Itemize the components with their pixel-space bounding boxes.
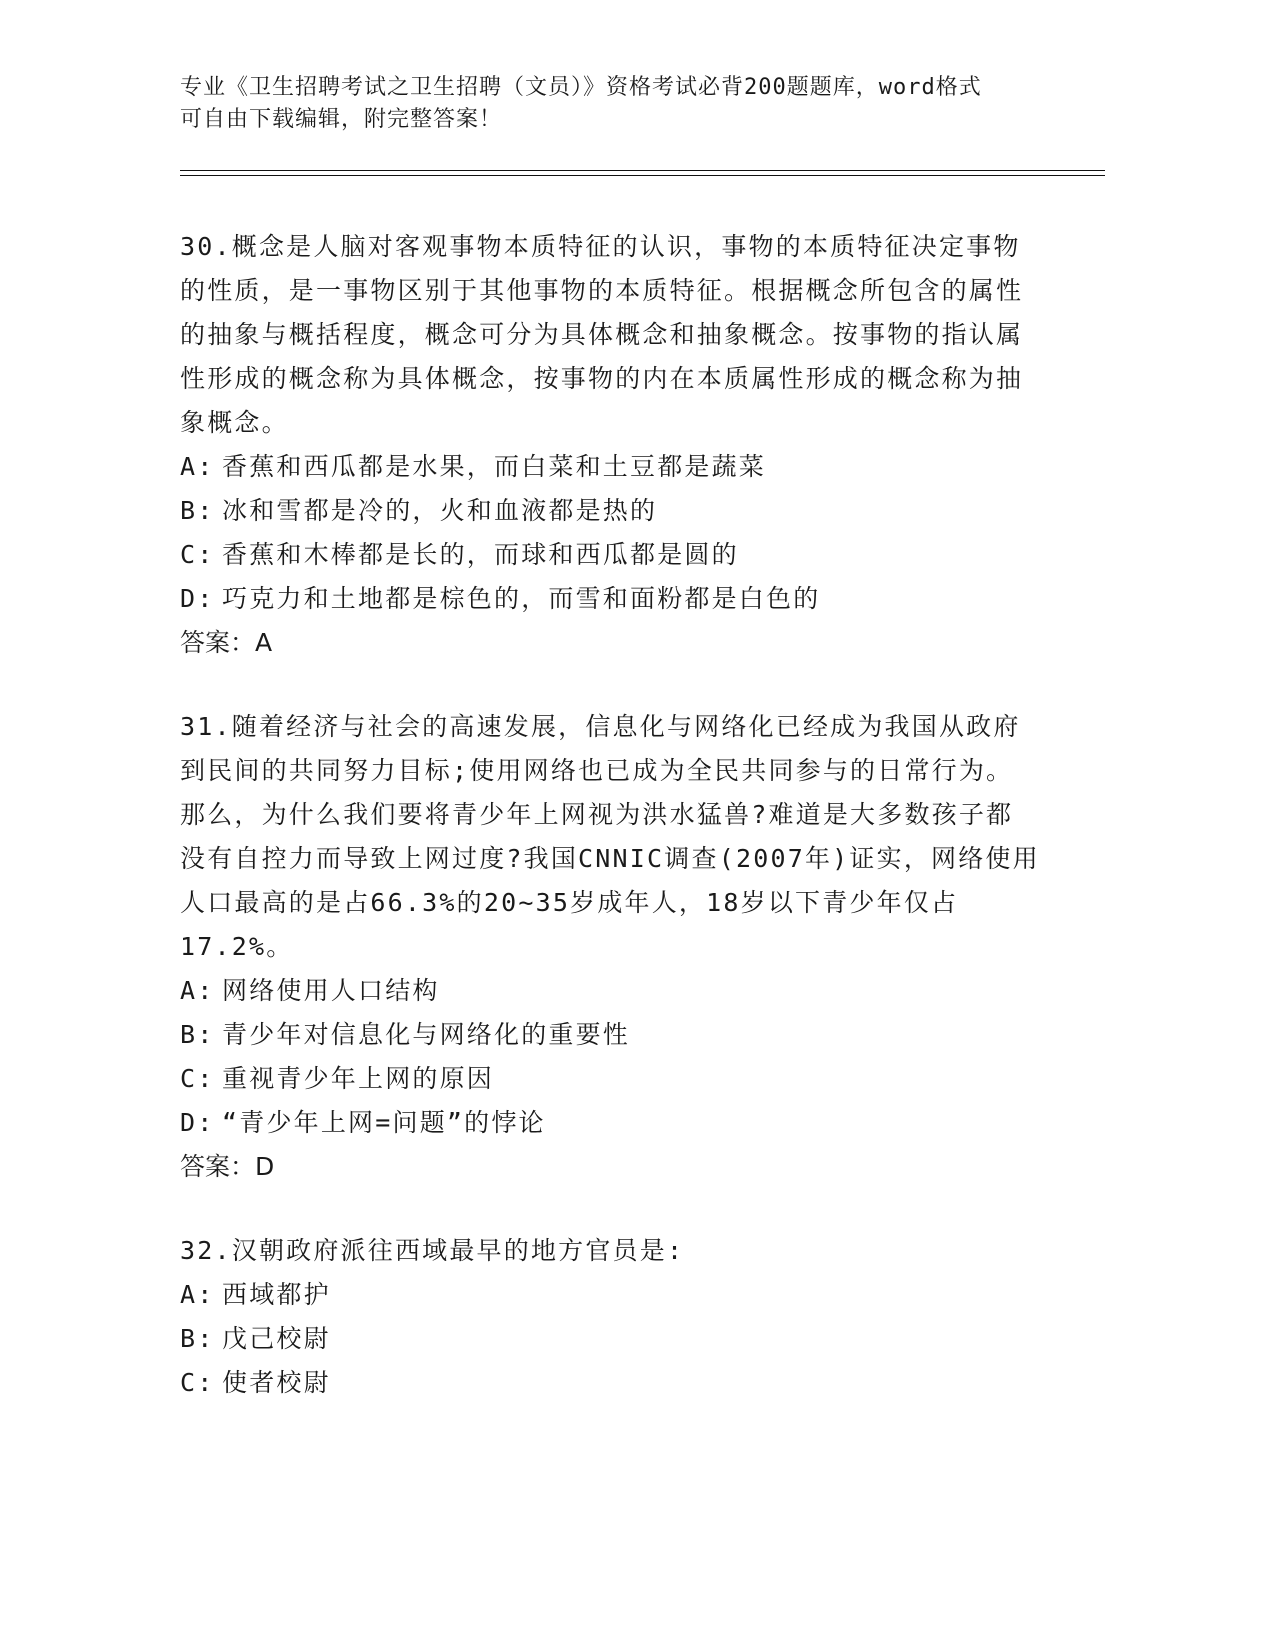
question-31 <box>180 705 1040 1189</box>
header-divider-top <box>180 170 1105 171</box>
option-c <box>180 533 1040 577</box>
option-letter: D: <box>180 584 215 613</box>
answer-label: 答案：A <box>180 628 273 657</box>
question-30 <box>180 225 1040 665</box>
option-text: 网络使用人口结构 <box>222 976 440 1005</box>
option-text: 巧克力和土地都是棕色的，而雪和面粉都是白色的 <box>222 584 821 613</box>
option-c <box>180 1057 1040 1101</box>
option-text: “青少年上网=问题”的悖论 <box>222 1108 546 1137</box>
option-letter: B: <box>180 1020 215 1049</box>
option-text: 香蕉和西瓜都是水果，而白菜和土豆都是蔬菜 <box>222 452 767 481</box>
option-b <box>180 1317 1040 1361</box>
question-stem: 31.随着经济与社会的高速发展，信息化与网络化已经成为我国从政府到民间的共同努力目标;使用网络也已成为全民共同参与的日常行为。那么，为什么我们要将青少年上网视为洪水猛兽?难道是大多数孩子都没有自控力而导致上网过度?我国CNNIC调查(2007年)证实，网络使用人口最高的是占66.3%的20~35岁成年人，18岁以下青少年仅占17.2%。 <box>180 712 1040 961</box>
answer-label: 答案：D <box>180 1152 275 1181</box>
option-letter: D: <box>180 1108 215 1137</box>
document-header <box>180 72 1080 136</box>
option-text: 西域都护 <box>222 1280 331 1309</box>
option-b <box>180 1013 1040 1057</box>
option-text: 使者校尉 <box>222 1368 331 1397</box>
header-title-line1: 专业《卫生招聘考试之卫生招聘（文员）》资格考试必背200题题库，word格式 <box>180 75 982 100</box>
option-letter: C: <box>180 1064 215 1093</box>
option-text: 香蕉和木棒都是长的，而球和西瓜都是圆的 <box>222 540 739 569</box>
option-letter: B: <box>180 496 215 525</box>
option-text: 青少年对信息化与网络化的重要性 <box>222 1020 631 1049</box>
option-a <box>180 1273 1040 1317</box>
option-d <box>180 577 1040 621</box>
option-letter: A: <box>180 1280 215 1309</box>
header-title-line2: 可自由下载编辑，附完整答案！ <box>180 107 503 132</box>
option-d <box>180 1101 1040 1145</box>
header-divider-bottom <box>180 175 1105 176</box>
option-c <box>180 1361 1040 1405</box>
option-letter: A: <box>180 976 215 1005</box>
option-a <box>180 445 1040 489</box>
option-a <box>180 969 1040 1013</box>
option-text: 重视青少年上网的原因 <box>222 1064 495 1093</box>
option-letter: C: <box>180 540 215 569</box>
option-text: 戊己校尉 <box>222 1324 331 1353</box>
option-b <box>180 489 1040 533</box>
option-letter: C: <box>180 1368 215 1397</box>
question-stem: 30.概念是人脑对客观事物本质特征的认识，事物的本质特征决定事物的性质，是一事物区别于其他事物的本质特征。根据概念所包含的属性的抽象与概括程度，概念可分为具体概念和抽象概念。按事物的指认属性形成的概念称为具体概念，按事物的内在本质属性形成的概念称为抽象概念。 <box>180 232 1024 437</box>
option-text: 冰和雪都是冷的，火和血液都是热的 <box>222 496 658 525</box>
question-stem: 32.汉朝政府派往西域最早的地方官员是: <box>180 1236 685 1265</box>
question-32 <box>180 1229 1040 1405</box>
option-letter: A: <box>180 452 215 481</box>
option-letter: B: <box>180 1324 215 1353</box>
question-list <box>180 225 1040 1445</box>
